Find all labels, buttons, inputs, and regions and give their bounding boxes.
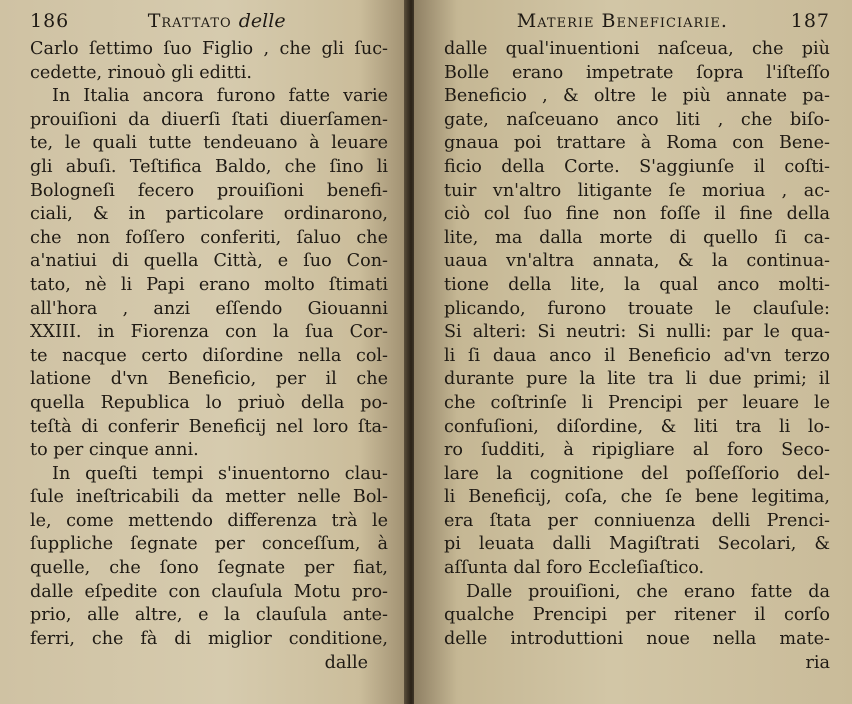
text-line: delle introduttioni noue nella mate-: [444, 628, 830, 649]
text-line: ferri, che fà di miglior conditione,: [30, 628, 388, 649]
text-line: li ſi daua anco il Beneficio ad'vn terzo: [444, 345, 830, 366]
left-running-title: [148, 10, 286, 32]
left-page: [0, 0, 408, 704]
text-line: ſule ineſtricabili da metter nelle Bol-: [30, 487, 388, 508]
left-catchword: dalle: [324, 653, 368, 674]
text-line: latione d'vn Beneficio, per il che: [30, 369, 388, 390]
text-line: Bologneſi fecero prouiſioni benefi-: [30, 180, 388, 201]
text-line: li Beneficij, coſa, che ſe bene legitima,: [444, 487, 830, 508]
text-line: lare la cognitione del poſſeſſorio del-: [444, 463, 830, 484]
text-line: ro ſudditi, à ripigliare al foro Seco-: [444, 440, 830, 461]
text-line: gli abuſi. Teſtifica Baldo, che ſino li: [30, 156, 388, 177]
text-line: che non foſſero conferiti, ſaluo che: [30, 227, 388, 248]
text-line: uaua vn'altra annata, & la continua-: [444, 251, 830, 272]
text-line: qualche Prencipi per ritener il corſo: [444, 605, 830, 626]
text-line: pi leuata dalli Magiſtrati Secolari, &: [444, 534, 830, 555]
text-line: ciò col ſuo fine non foſſe il fine della: [444, 204, 830, 225]
text-line: tione della lite, la qual anco molti-: [444, 274, 830, 295]
left-page-number: 186: [30, 10, 70, 32]
text-line: In Italia ancora furono fatte varie: [52, 86, 388, 107]
right-catchword: ria: [805, 653, 830, 674]
text-line: plicando, furono trouate le clauſule:: [444, 298, 830, 319]
text-line: prouiſioni da diuerſi ſtati diuerſamen-: [30, 109, 388, 130]
text-line: In queſti tempi s'inuentorno clau-: [52, 463, 388, 484]
text-line: a'natiui di quella Città, e ſuo Con-: [30, 251, 388, 272]
text-line: to per cinque anni.: [30, 440, 199, 461]
right-running-head: [444, 10, 830, 36]
text-line: tato, nè li Papi erano molto ſtimati: [30, 274, 388, 295]
text-line: confuſioni, diſordine, & liti tra li lo-: [444, 416, 830, 437]
text-line: XXIII. in Fiorenza con la ſua Cor-: [30, 322, 388, 343]
text-line: ſuppliche ſegnate per conceſſum, à: [30, 534, 388, 555]
right-page: [414, 0, 852, 704]
left-running-head: [30, 10, 388, 36]
text-line: dalle eſpedite con clauſula Motu pro-: [30, 581, 388, 602]
left-text-block: [30, 38, 388, 651]
right-page-number: 187: [790, 10, 830, 32]
text-line: te nacque certo diſordine nella col-: [30, 345, 388, 366]
right-text-block: [444, 38, 830, 651]
text-line: gnaua poi trattare à Roma con Bene-: [444, 133, 830, 154]
text-line: prio, alle altre, e la clauſula ante-: [30, 605, 388, 626]
text-line: Carlo ſettimo ſuo Figlio , che gli ſuc-: [30, 39, 388, 59]
text-line: era ſtata per conniuenza delli Prenci-: [444, 510, 830, 531]
text-line: quella Republica lo priuò della po-: [30, 392, 388, 413]
text-line: durante pure la lite tra li due primi; il: [444, 369, 830, 390]
text-line: teſtà di conferir Beneficij nel loro ſta-: [30, 416, 388, 437]
right-running-title: Materie Beneficiarie.: [516, 10, 728, 32]
text-line: Bolle erano impetrate ſopra l'iſteſſo: [444, 62, 830, 83]
text-line: che coſtrinſe li Prencipi per leuare le: [444, 392, 830, 413]
text-line: lite, ma dalla morte di quello ſi ca-: [444, 227, 830, 248]
left-running-title-italic: delle: [238, 10, 286, 32]
text-line: all'hora , anzi eſſendo Giouanni: [30, 298, 388, 319]
text-line: dalle qual'inuentioni naſceua, che più: [444, 39, 830, 59]
text-line: gate, naſceuano anco liti , che biſo-: [444, 109, 830, 130]
text-line: Si alteri: Si neutri: Si nulli: par le qua-: [444, 322, 830, 343]
text-line: tuir vn'altro litigante ſe moriua , ac-: [444, 180, 830, 201]
left-running-title-main: Trattato: [147, 10, 232, 32]
text-line: le, come mettendo differenza trà le: [30, 510, 388, 531]
text-line: ficio della Corte. S'aggiunſe il coſti-: [444, 156, 830, 177]
text-line: Beneficio , & oltre le più annate pa-: [444, 86, 830, 107]
text-line: Dalle prouiſioni, che erano fatte da: [466, 581, 830, 602]
text-line: cedette, rinouò gli editti.: [30, 62, 252, 83]
text-line: ciali, & in particolare ordinarono,: [30, 204, 388, 225]
text-line: aſſunta dal foro Eccleſiaſtico.: [444, 558, 705, 579]
text-line: quelle, che ſono ſegnate per fiat,: [30, 558, 388, 579]
text-line: te, le quali tutte tendeuano à leuare: [30, 133, 388, 154]
